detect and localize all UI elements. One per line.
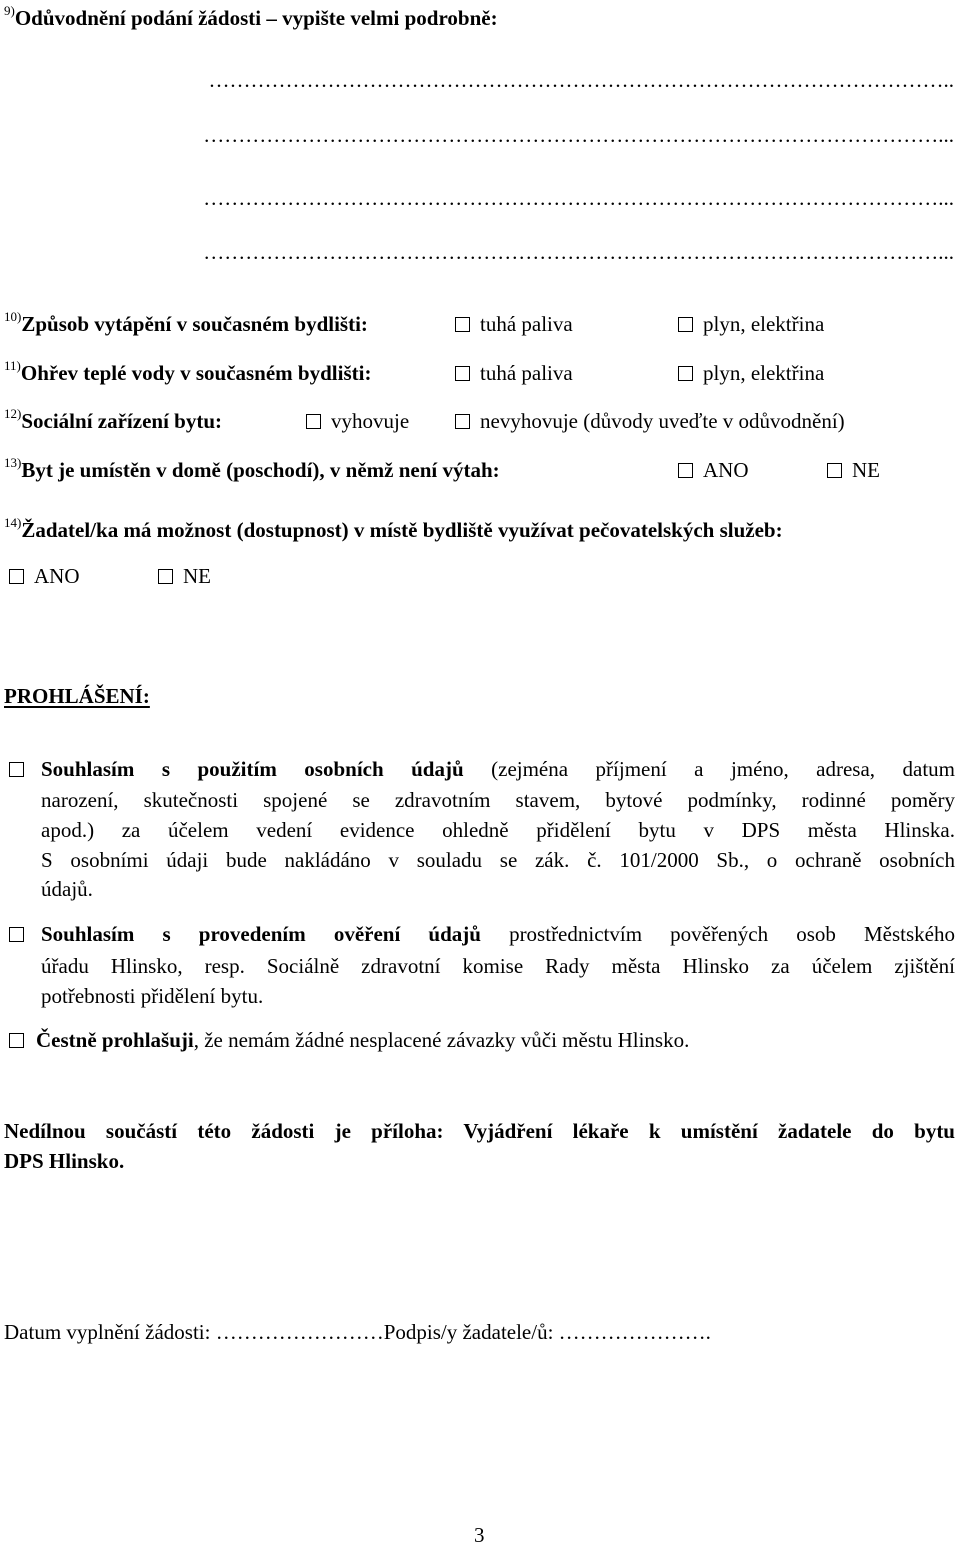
q10-number: 10) [4, 309, 22, 324]
q11-option-1[interactable] [455, 363, 573, 384]
q10-option-1[interactable] [455, 314, 573, 335]
checkbox-icon[interactable] [9, 1033, 24, 1048]
q11-label [4, 358, 372, 385]
q11-number: 11) [4, 358, 21, 373]
q11-option-1-label: tuhá paliva [480, 361, 573, 385]
declaration-p2-bold: Souhlasím s provedením ověření údajů [41, 922, 481, 946]
declaration-p1-line5: údajů. [41, 877, 93, 901]
q13-option-2-label: NE [852, 458, 880, 482]
declaration-p1-line2: narození, skutečnosti spojené se zdravotním stavem, bytové podmínky, rodinné poměry [41, 788, 955, 812]
attachment-line1: Nedílnou součástí této žádosti je příloha: Vyjádření lékaře k umístění žadatele do bytu [4, 1119, 955, 1143]
q11-option-2-label: plyn, elektřina [703, 361, 825, 385]
q11-option-2[interactable] [678, 363, 824, 384]
checkbox-icon[interactable] [678, 366, 693, 381]
q13-option-1[interactable] [678, 460, 749, 481]
q13-number: 13) [4, 455, 22, 470]
declaration-heading: PROHLÁŠENÍ: [4, 684, 150, 708]
declaration-p1-line4: S osobními údaji bude nakládáno v souladu se zák. č. 101/2000 Sb., o ochraně osobních [41, 848, 955, 872]
checkbox-icon[interactable] [455, 366, 470, 381]
q13-text-rest: (poschodí), v němž není výtah: [220, 458, 500, 482]
declaration-p2-line3: potřebnosti přidělení bytu. [41, 984, 264, 1008]
declaration-p2-line2: úřadu Hlinsko, resp. Sociálně zdravotní komise Rady města Hlinsko za účelem zjištění [41, 954, 955, 978]
declaration-p2-rest: prostřednictvím pověřených osob Městského [480, 922, 955, 946]
page-number: 3 [474, 1523, 485, 1547]
declaration-p3-bold: Čestně prohlašuji [36, 1028, 194, 1052]
declaration-p3-rest: , že nemám žádné nesplacené závazky vůči městu Hlinsko. [193, 1028, 690, 1052]
checkbox-icon[interactable] [678, 463, 693, 478]
q12-option-2[interactable] [455, 411, 845, 432]
checkbox-icon[interactable] [678, 317, 693, 332]
q12-text: Sociální zařízení bytu: [21, 409, 223, 433]
q9-answer-line-1[interactable]: …………………………………………………………………………………………….. [208, 68, 954, 92]
checkbox-icon[interactable] [158, 569, 173, 584]
checkbox-icon[interactable] [9, 927, 24, 942]
attachment-line2: DPS Hlinsko. [4, 1149, 125, 1173]
checkbox-icon[interactable] [455, 317, 470, 332]
checkbox-icon[interactable] [827, 463, 842, 478]
q10-text: Způsob vytápění v současném bydlišti: [21, 312, 368, 336]
q10-option-1-label: tuhá paliva [480, 312, 573, 336]
q13-option-1-label: ANO [703, 458, 749, 482]
q12-option-2-label: nevyhovuje (důvody uveďte v odůvodnění) [480, 409, 845, 433]
q13-text: Byt je umístěn v domě [21, 458, 221, 482]
signature-line[interactable]: Datum vyplnění žádosti: ……………………Podpis/y žadatele/ů: …………………. [4, 1320, 711, 1344]
q11-text: Ohřev teplé vody v současném bydlišti: [20, 361, 372, 385]
checkbox-icon[interactable] [9, 569, 24, 584]
q9-label: Odůvodnění podání žádosti – vypište velmi podrobně: [14, 6, 498, 30]
q14-option-1[interactable] [9, 566, 80, 587]
q12-number: 12) [4, 406, 22, 421]
declaration-p1-line1 [41, 759, 955, 780]
q13-option-2[interactable] [827, 460, 880, 481]
q9-number: 9) [4, 3, 15, 18]
q14-option-1-label: ANO [34, 564, 80, 588]
checkbox-icon[interactable] [455, 414, 470, 429]
declaration-p1-line3: apod.) za účelem vedení evidence ohledně přidělení bytu v DPS města Hlinska. [41, 818, 955, 842]
q14-option-2[interactable] [158, 566, 211, 587]
q9-answer-line-2[interactable]: ……………………………………………………………………………………………... [203, 123, 954, 147]
declaration-p3 [36, 1030, 689, 1051]
q14-label [4, 515, 783, 542]
checkbox-icon[interactable] [9, 762, 24, 777]
q12-option-1-label: vyhovuje [331, 409, 410, 433]
q12-label [4, 406, 223, 433]
q9-answer-line-3[interactable]: ……………………………………………………………………………………………... [203, 186, 954, 210]
q9-answer-line-4[interactable]: ……………………………………………………………………………………………... [203, 240, 954, 264]
q13-label [4, 455, 500, 482]
q14-option-2-label: NE [183, 564, 211, 588]
q9-heading [4, 3, 498, 30]
declaration-p1-bold: Souhlasím s použitím osobních údajů [41, 757, 464, 781]
declaration-p2-line1 [41, 924, 955, 945]
declaration-p1-rest: (zejména příjmení a jméno, adresa, datum [463, 757, 955, 781]
q14-number: 14) [4, 515, 22, 530]
q10-label [4, 309, 368, 336]
q10-option-2[interactable] [678, 314, 824, 335]
q12-option-1[interactable] [306, 411, 409, 432]
q14-text: Žadatel/ka má možnost (dostupnost) v místě bydliště využívat pečovatelských služeb: [21, 518, 783, 542]
checkbox-icon[interactable] [306, 414, 321, 429]
q10-option-2-label: plyn, elektřina [703, 312, 825, 336]
